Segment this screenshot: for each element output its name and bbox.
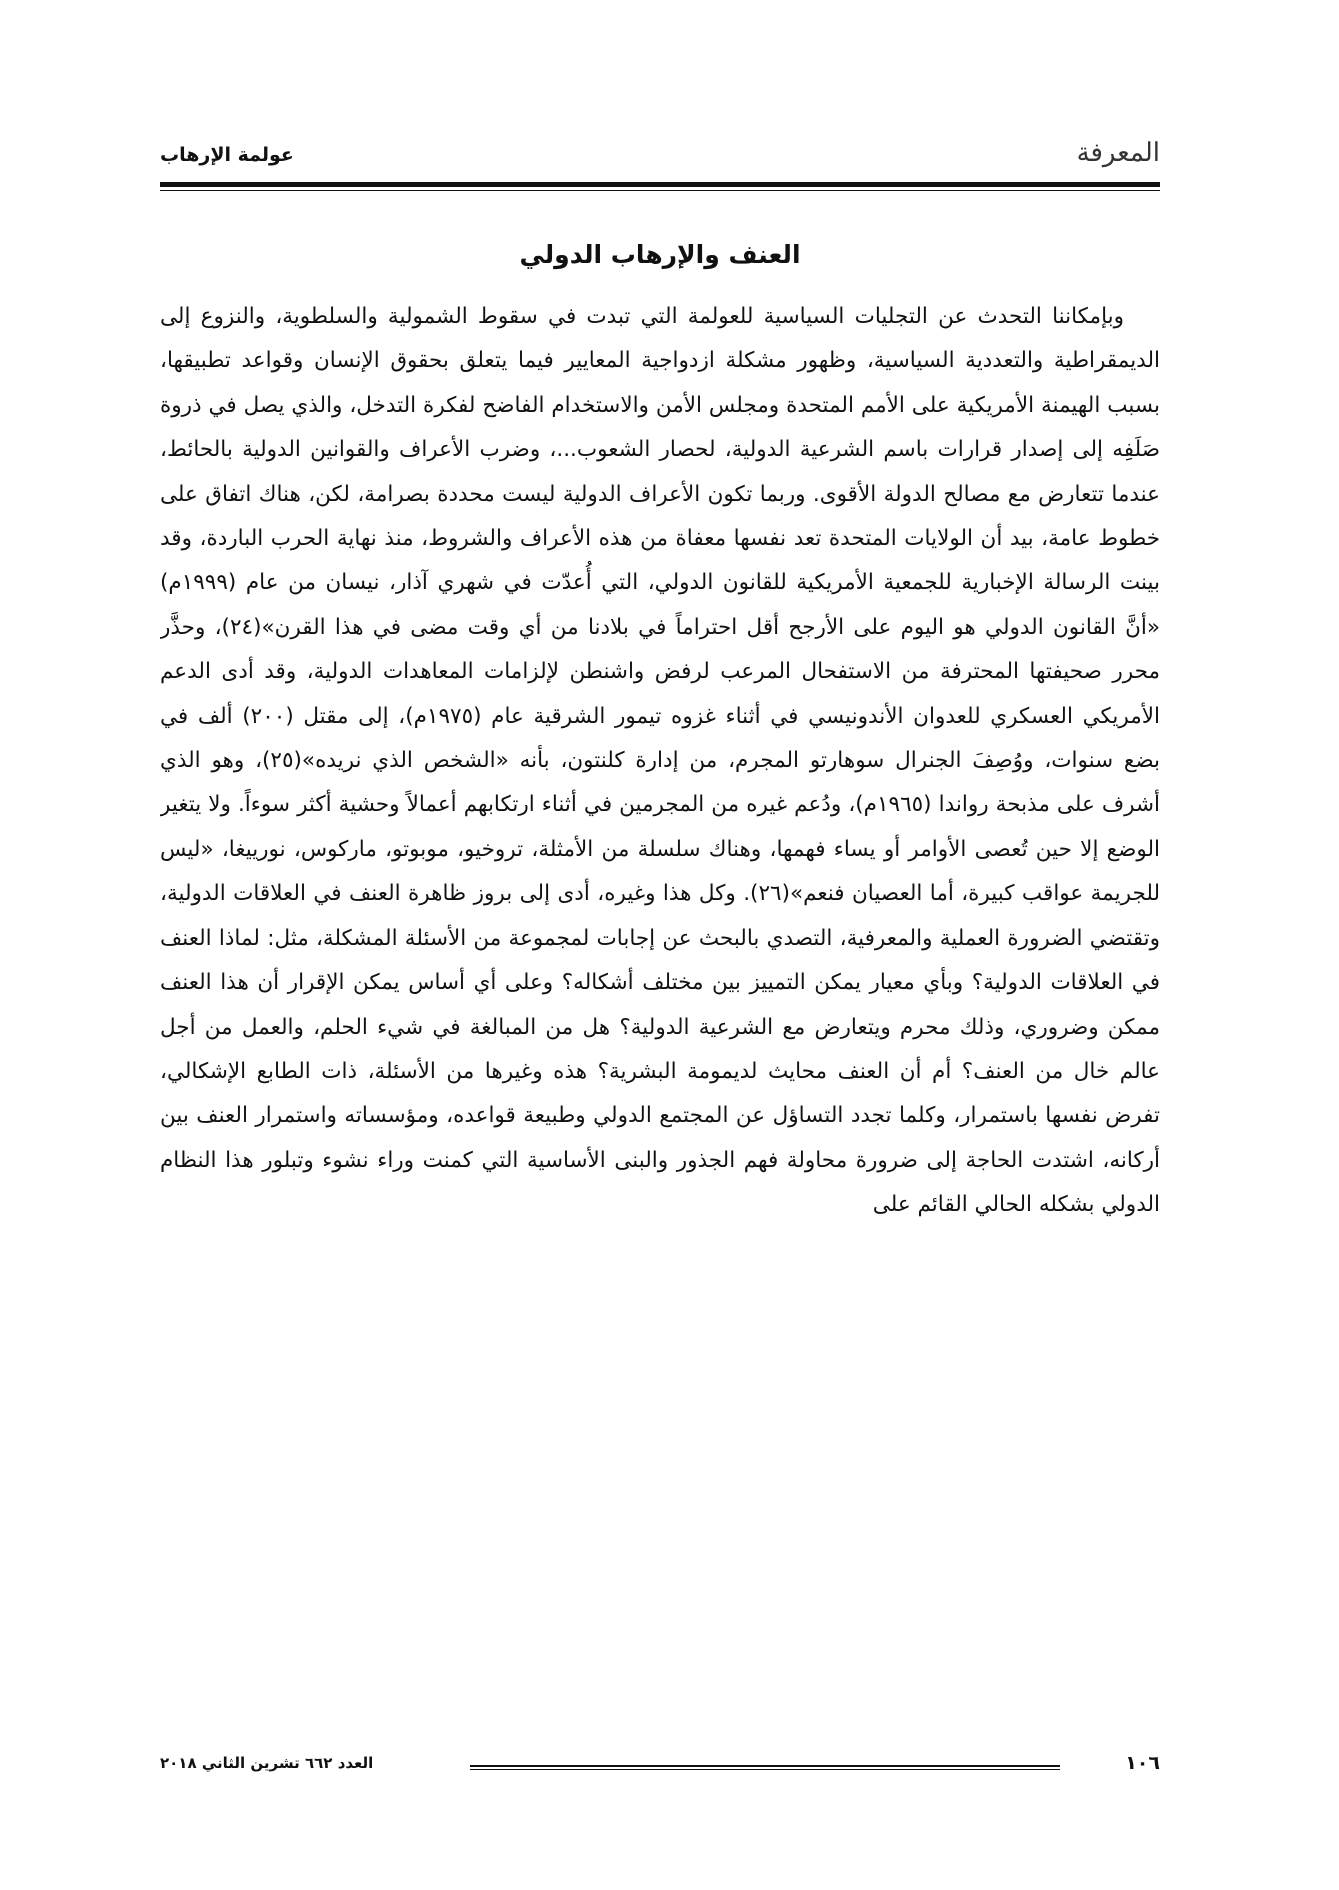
footer-rule-thin: [470, 1769, 1060, 1770]
header-rule-thin: [160, 190, 1160, 191]
page-number: ١٠٦: [1125, 1752, 1160, 1774]
article-paragraph: وبإمكاننا التحدث عن التجليات السياسية للعولمة التي تبدت في سقوط الشمولية والسلطوية، والنزوع إلى الديمقراطية والتعددية السياسية، وظهور مشكلة ازدواجية المعايير فيما يتعلق بحقوق الإنسان وقواعد تطبيقها، بسبب الهيمنة الأمريكية على الأمم المتحدة ومجلس الأمن والاستخدام الفاضح لفكرة التدخل، والذي يصل في ذروة صَلَفِه إلى إصدار قرارات باسم الشرعية الدولية، لحصار الشعوب...، وضرب الأعراف والقوانين الدولية بالحائط، عندما تتعارض مع مصالح الدولة الأقوى. وربما تكون الأعراف الدولية ليست محددة بصرامة، لكن، هناك اتفاق على خطوط عامة، بيد أن الولايات المتحدة تعد نفسها معفاة من هذه الأعراف والشروط، منذ نهاية الحرب الباردة، وقد بينت الرسالة الإخبارية للجمعية الأمريكية للقانون الدولي، التي أُعدّت في شهري آذار، نيسان من عام (١٩٩٩م) «أنَّ القانون الدولي هو اليوم على الأرجح أقل احتراماً في بلادنا من أي وقت مضى في هذا القرن»(٢٤)، وحذَّر محرر صحيفتها المحترفة من الاستفحال المرعب لرفض واشنطن لإلزامات المعاهدات الدولية، وقد أدى الدعم الأمريكي العسكري للعدوان الأندونيسي في أثناء غزوه تيمور الشرقية عام (١٩٧٥م)، إلى مقتل (٢٠٠) ألف في بضع سنوات، ووُصِفَ الجنرال سوهارتو المجرم، من إدارة كلنتون، بأنه «الشخص الذي نريده»(٢٥)، وهو الذي أشرف على مذبحة رواندا (١٩٦٥م)، ودُعم غيره من المجرمين في أثناء ارتكابهم أعمالاً وحشية أكثر سوءاً. ولا يتغير الوضع إلا حين تُعصى الأوامر أو يساء فهمها، وهناك سلسلة من الأمثلة، تروخيو، موبوتو، ماركوس، نورييغا، «ليس للجريمة عواقب كبيرة، أما العصيان فنعم»(٢٦). وكل هذا وغيره، أدى إلى بروز ظاهرة العنف في العلاقات الدولية، وتقتضي الضرورة العملية والمعرفية، التصدي بالبحث عن إجابات لمجموعة من الأسئلة المشكلة، مثل: لماذا العنف في العلاقات الدولية؟ وبأي معيار يمكن التمييز بين مختلف أشكاله؟ وعلى أي أساس يمكن الإقرار أن هذا العنف ممكن وضروري، وذلك محرم ويتعارض مع الشرعية الدولية؟ هل من المبالغة في شيء الحلم، والعمل من أجل عالم خال من العنف؟ أم أن العنف محايث لديمومة البشرية؟ هذه وغيرها من الأسئلة، ذات الطابع الإشكالي، تفرض نفسها باستمرار، وكلما تجدد التساؤل عن المجتمع الدولي وطبيعة قواعده، ومؤسساته واستمرار العنف بين أركانه، اشتدت الحاجة إلى ضرورة محاولة فهم الجذور والبنى الأساسية التي كمنت وراء نشوء وتبلور هذا النظام الدولي بشكله الحالي القائم على: [160, 304, 1160, 1218]
header-rule: [160, 182, 1160, 187]
footer-rule: [470, 1765, 1060, 1767]
article-body: [160, 295, 1160, 1695]
page-header: [160, 138, 1160, 178]
running-section-title: عولمة الإرهاب: [160, 144, 294, 166]
issue-info: العدد ٦٦٢ تشرين الثاني ٢٠١٨: [160, 1754, 374, 1772]
page-footer: [160, 1752, 1160, 1782]
article-title: العنف والإرهاب الدولي: [519, 240, 801, 269]
magazine-logo: المعرفة: [1076, 138, 1160, 168]
